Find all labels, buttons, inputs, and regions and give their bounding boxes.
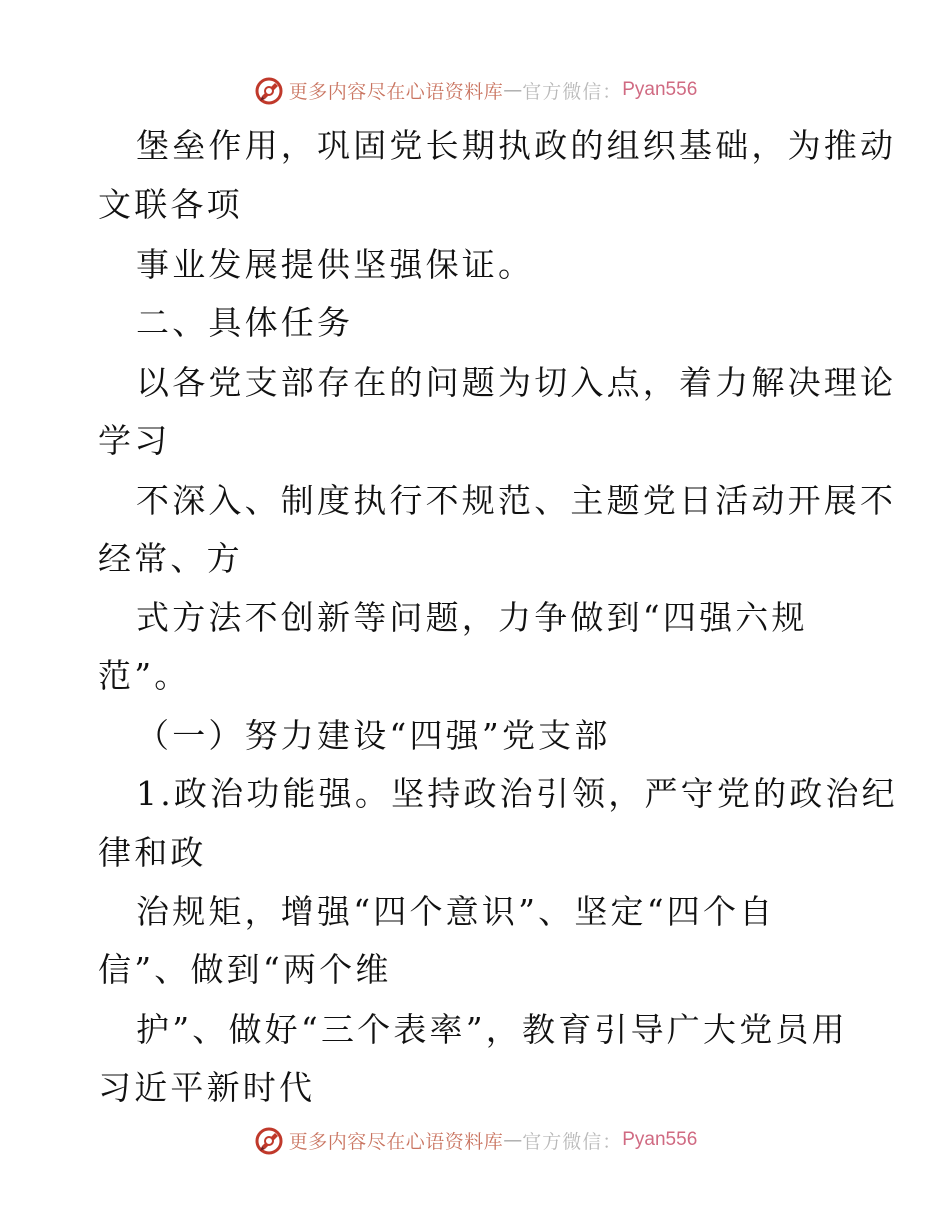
text-line: 以各党支部存在的问题为切入点，着力解决理论 xyxy=(136,363,897,402)
pen-logo-icon xyxy=(253,74,285,106)
watermark-text: 更多内容尽在心语资料库 xyxy=(288,80,504,103)
watermark-wechat-label: 官方微信： xyxy=(522,80,623,103)
watermark-header xyxy=(0,70,950,110)
text-line: 习近平新时代 xyxy=(98,1068,316,1107)
text-line: 堡垒作用，巩固党长期执政的组织基础，为推动 xyxy=(136,126,897,165)
text-line: 事业发展提供坚强保证。 xyxy=(136,245,535,284)
text-line: 信”、做到“两个维 xyxy=(98,950,392,989)
text-line: 不深入、制度执行不规范、主题党日活动开展不 xyxy=(136,481,897,520)
watermark-text: 更多内容尽在心语资料库 xyxy=(288,1130,504,1153)
watermark-wechat-label: 官方微信： xyxy=(522,1130,623,1153)
watermark-wechat-id: Pyan556 xyxy=(622,79,698,100)
text-line: 护”、做好“三个表率”，教育引导广大党员用 xyxy=(136,1010,848,1049)
section-heading: 二、具体任务 xyxy=(136,303,354,342)
pen-logo-icon xyxy=(253,1124,285,1156)
watermark-dash: — xyxy=(503,1129,523,1151)
text-line: 经常、方 xyxy=(98,539,243,578)
text-line: 治规矩，增强“四个意识”、坚定“四个自 xyxy=(136,892,776,931)
watermark-dash: — xyxy=(503,79,523,101)
text-line: 1.政治功能强。坚持政治引领，严守党的政治纪 xyxy=(136,774,898,813)
subsection-heading: （一）努力建设“四强”党支部 xyxy=(136,716,611,755)
watermark-footer xyxy=(0,1120,950,1160)
text-line: 文联各项 xyxy=(98,185,243,224)
text-line: 学习 xyxy=(98,421,171,460)
watermark-wechat-id: Pyan556 xyxy=(622,1129,698,1150)
text-line: 式方法不创新等问题，力争做到“四强六规 xyxy=(136,598,808,637)
text-line: 律和政 xyxy=(98,833,207,872)
text-line: 范”。 xyxy=(98,656,191,695)
